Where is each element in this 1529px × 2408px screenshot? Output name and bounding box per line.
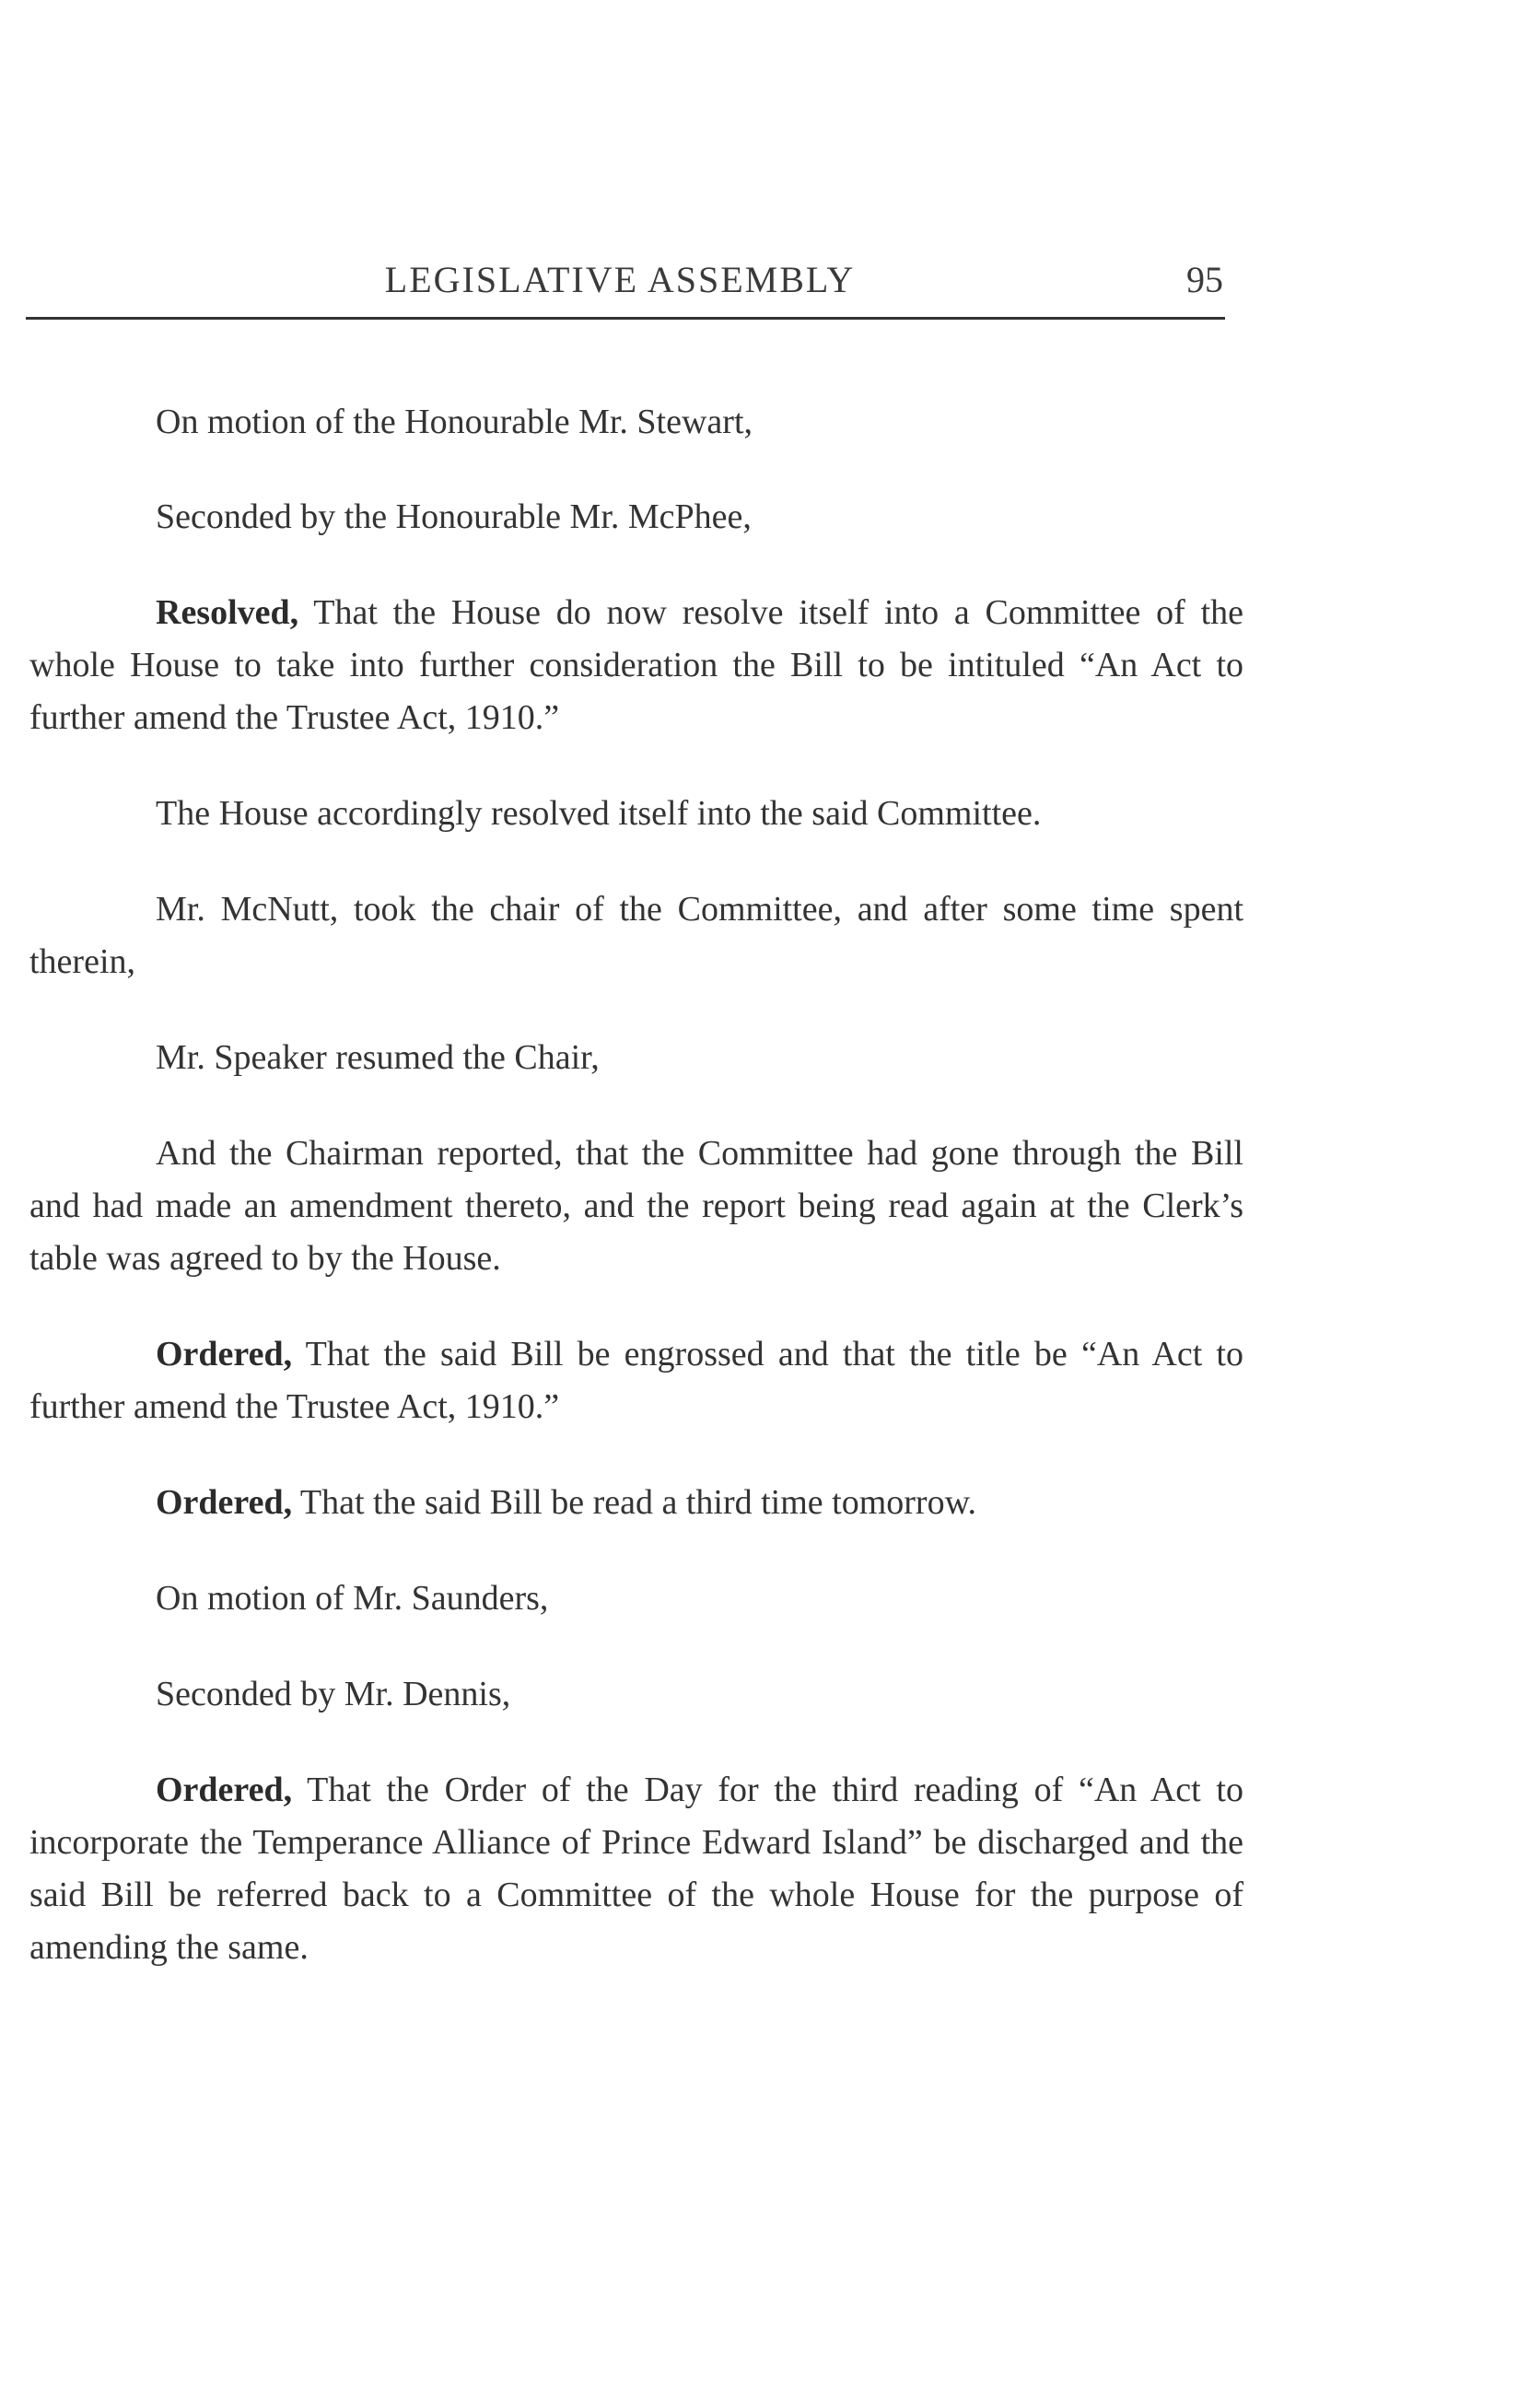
body-text: [29, 396, 1243, 2017]
paragraph-report: [29, 1128, 1243, 1285]
header-rule: [26, 317, 1225, 320]
paragraph-chair: [29, 883, 1243, 988]
paragraph-text: Mr. McNutt, took the chair of the Committee, and after some time spent therein,: [29, 890, 1243, 981]
paragraph-text: That the said Bill be engrossed and that the title be “An Act to further amend the Trustee Act, 1910.”: [29, 1335, 1243, 1426]
paragraph-lead: Ordered,: [156, 1483, 293, 1522]
paragraph-text: Mr. Speaker resumed the Chair,: [156, 1038, 600, 1077]
paragraph-text: Seconded by the Honourable Mr. McPhee,: [156, 497, 752, 536]
paragraph-seconded: [29, 491, 1243, 544]
running-title: LEGISLATIVE ASSEMBLY: [384, 259, 856, 300]
paragraph-ordered-discharged: [29, 1764, 1243, 1974]
paragraph-text: Seconded by Mr. Dennis,: [156, 1675, 511, 1713]
paragraph-lead: Ordered,: [156, 1335, 293, 1373]
paragraph-speaker: [29, 1032, 1243, 1084]
paragraph-motion: [29, 396, 1243, 449]
paragraph-text: That the Order of the Day for the third reading of “An Act to incorporate the Temperance Alliance of Prince Edward Island” be discharged and the said Bill be referred back to a Committee of the whole House for the purpose of amending the same.: [29, 1771, 1243, 1967]
paragraph-text: And the Chairman reported, that the Committee had gone through the Bill and had made an amendment thereto, and the report being read again at the Clerk’s table was agreed to by the House.: [29, 1134, 1243, 1278]
paragraph-text: On motion of Mr. Saunders,: [156, 1579, 549, 1618]
page-number: 95: [1186, 259, 1223, 300]
paragraph-text: The House accordingly resolved itself into the said Committee.: [156, 794, 1042, 833]
paragraph-ordered-engrossed: [29, 1328, 1243, 1433]
paragraph-house-resolved: [29, 788, 1243, 840]
paragraph-lead: Ordered,: [156, 1771, 293, 1809]
running-head: [26, 247, 1223, 321]
paragraph-text: That the said Bill be read a third time tomorrow.: [292, 1483, 977, 1522]
paragraph-text: On motion of the Honourable Mr. Stewart,: [156, 403, 753, 441]
paragraph-lead: Resolved,: [156, 593, 299, 632]
paragraph-text: That the House do now resolve itself into a Committee of the whole House to take into further consideration the Bill to be intituled “An Act to further amend the Trustee Act, 1910.”: [29, 593, 1243, 737]
paragraph-resolved: [29, 587, 1243, 744]
paragraph-ordered-third-reading: [29, 1477, 1243, 1529]
paragraph-seconded-dennis: [29, 1668, 1243, 1721]
paragraph-motion-saunders: [29, 1572, 1243, 1625]
